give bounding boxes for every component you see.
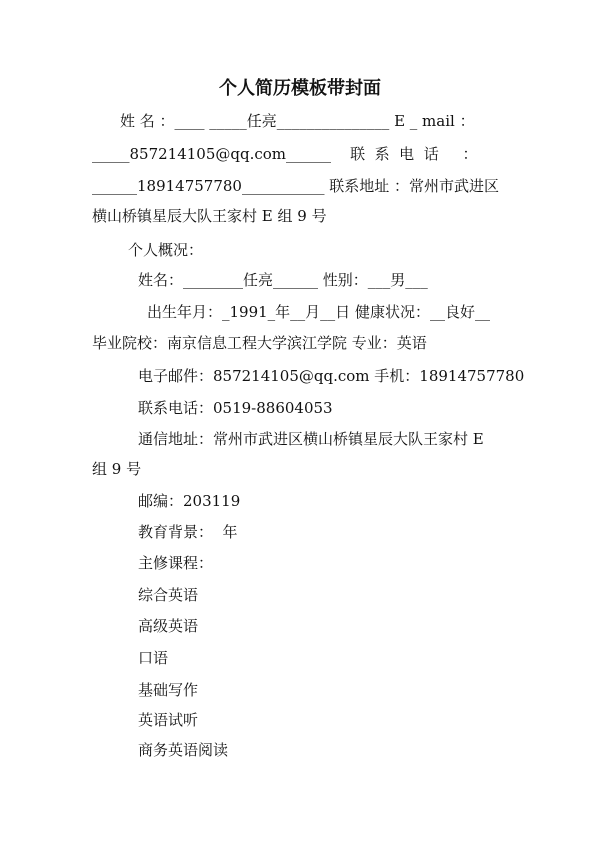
overview-heading: 个人概况：: [128, 241, 204, 259]
page-title: 个人简历模板带封面: [219, 78, 381, 99]
phone-address-line: ______18914757780___________ 联系地址 ：常州市武进区: [92, 177, 500, 195]
name-email-line: 姓 名 ：____ _____任亮_______________ E _ mail ：: [120, 112, 475, 130]
name-gender-line: 姓名：________任亮______ 性别：___男___: [138, 271, 428, 289]
course-item: 基础写作: [138, 681, 199, 699]
courses-heading: 主修课程：: [138, 554, 214, 572]
postcode-line: 邮编：203119: [138, 492, 241, 510]
birth-health-line: 出生年月：_1991_年__月__日 健康状况：__良好__: [147, 303, 490, 321]
course-item: 商务英语阅读: [138, 741, 229, 759]
course-item: 英语试听: [138, 711, 199, 729]
course-item: 口语: [138, 649, 169, 667]
school-major-line: 毕业院校：南京信息工程大学滨江学院 专业：英语: [92, 334, 427, 352]
address-line-2: 组 9 号: [92, 460, 142, 478]
course-item: 综合英语: [138, 586, 199, 604]
address-continued-line: 横山桥镇星辰大队王家村 E 组 9 号: [92, 207, 327, 225]
address-line-1: 通信地址：常州市武进区横山桥镇星辰大队王家村 E: [138, 430, 484, 448]
email-phone-line: _____857214105@qq.com______ 联 系 电 话 ：: [92, 145, 478, 163]
email-mobile-line: 电子邮件：857214105@qq.com 手机：18914757780: [138, 367, 525, 385]
course-item: 高级英语: [138, 617, 199, 635]
education-line: 教育背景： 年: [138, 523, 238, 541]
phone-line: 联系电话：0519-88604053: [138, 399, 333, 417]
